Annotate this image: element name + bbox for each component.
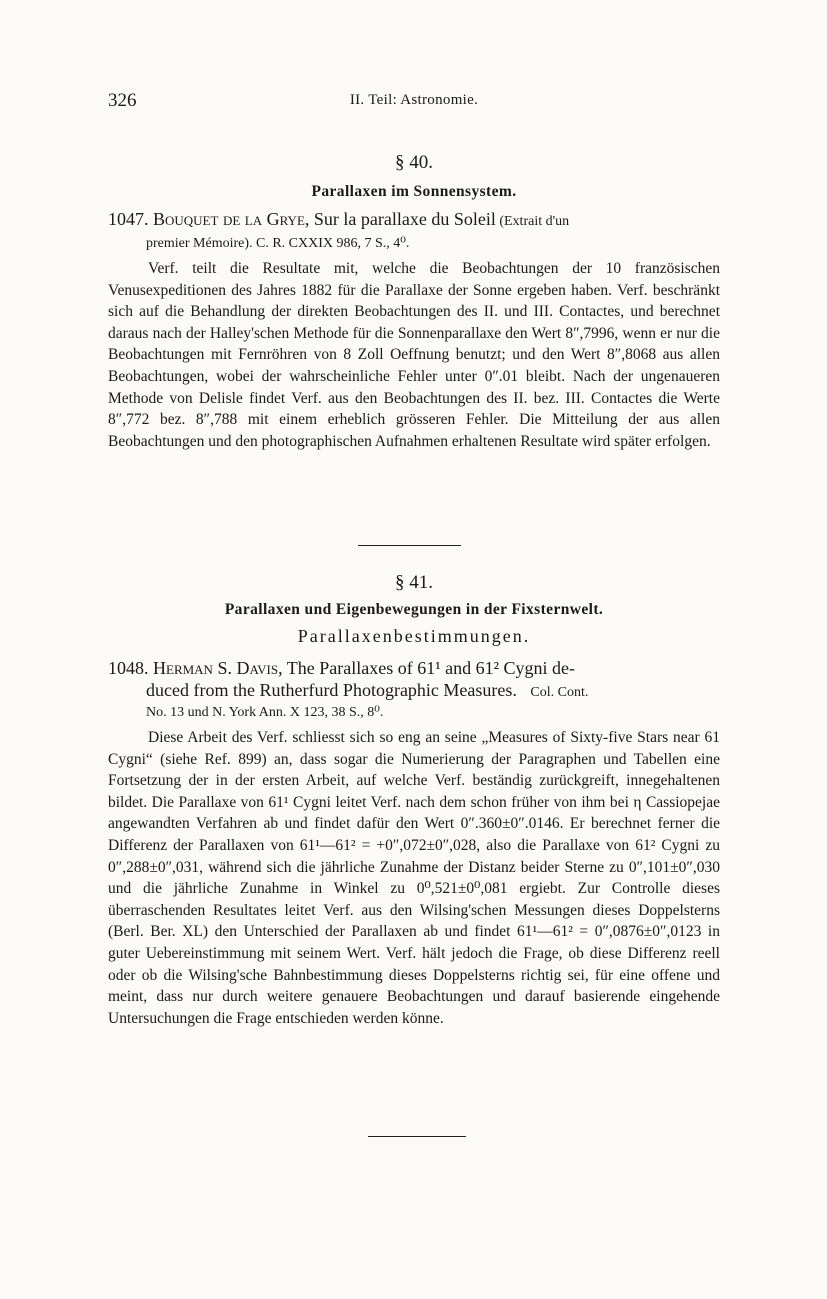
page-header: [108, 90, 720, 116]
entry-1048-body: [108, 727, 720, 1029]
entry-1048-title-line2: duced from the Rutherfurd Photographic Measures.: [146, 680, 517, 700]
entry-1047-author: Bouquet de la Grye: [153, 209, 305, 229]
section-40-title: Parallaxen im Sonnensystem.: [311, 183, 517, 200]
entry-1047-text: Verf. teilt die Resultate mit, welche die Beobachtungen der 10 französischen Venusexpeditionen des Jahres 1882 für die Parallaxe der Sonne ergeben haben. Verf. beschränkt sich auf die Behandlung der direkten Beobachtungen des II. und III. Contactes, und berechnet daraus nach der Halley'schen Methode für die Sonnenparallaxe den Wert 8″,7996, wenn er nur die Beobachtungen mit Fernröhren von 8 Zoll Oeffnung benutzt; und den Wert 8″,8068 aus allen Beobachtungen, wobei der wahrscheinliche Fehler unter 0″.01 bleibt. Nach der ungenaueren Methode von Delisle findet Verf. aus den Beobachtungen des II. bez. III. Contactes die Werte 8″,772 bez. 8″,788 mit einem erheblich grösseren Fehler. Die Mitteilung der aus allen Beobachtungen und den photographischen Aufnahmen erhaltenen Resultate wird später erfolgen.: [108, 260, 720, 450]
entry-1048-heading: [108, 657, 720, 722]
entry-1048-citation: No. 13 und N. York Ann. X 123, 38 S., 8⁰.: [146, 705, 384, 720]
entry-1047-title: , Sur la parallaxe du Soleil: [304, 209, 496, 229]
entry-1048-number: 1048.: [108, 658, 149, 678]
section-divider: [358, 545, 461, 546]
entry-1048-title-cont: [108, 679, 720, 704]
section-41-subtitle: Parallaxenbestimmungen.: [297, 626, 531, 646]
entry-1047-citation: premier Mémoire). C. R. CXXIX 986, 7 S., 4⁰.: [146, 236, 410, 251]
section-41-title: Parallaxen und Eigenbewegungen in der Fixsternwelt.: [224, 601, 604, 618]
end-divider: [368, 1136, 466, 1137]
entry-1047-body: [108, 258, 720, 452]
entry-1048-author: Herman S. Davis: [153, 658, 279, 678]
entry-1047-note: (Extrait d'un: [495, 214, 570, 229]
entry-1047-number: 1047.: [108, 209, 149, 229]
section-40-number: § 40.: [395, 152, 433, 173]
page-number: 326: [108, 90, 137, 111]
running-head: II. Teil: Astronomie.: [349, 92, 479, 108]
section-41-number: § 41.: [395, 572, 433, 593]
entry-1047-heading: [108, 208, 720, 255]
entry-1048-text: Diese Arbeit des Verf. schliesst sich so eng an seine „Measures of Sixty-five Stars near 61 Cygni“ (siehe Ref. 899) an, dass sogar die Numerierung der Paragraphen und Tabellen eine Fortsetzung der in der ersten Arbeit, auf welche Verf. beständig zurückgreift, innegehaltenen bildet. Die Parallaxe von 61¹ Cygni leitet Verf. nach dem schon früher von ihm bei η Cassiopejae angewandten Verfahren ab und findet dafür den Wert 0″.360±0″.0146. Er berechnet ferner die Differenz der Parallaxen von 61¹—61² = +0″,072±0″,028, also die Parallaxe von 61² Cygni zu 0″,288±0″,031, während sich die jährliche Zunahme der Distanz beider Sterne zu 0″,101±0″,030 und die jährliche Zunahme in Winkel zu 0⁰,521±0⁰,081 ergiebt. Zur Controlle dieses überraschenden Resultates leitet Verf. aus den Wilsing'schen Messungen dieses Doppelsterns (Berl. Ber. XL) den Unterschied der Parallaxen ab und findet 61¹—61² = 0″,0876±0″,0123 in guter Uebereinstimmung mit seinem Wert. Verf. hält jedoch die Frage, ob diese Differenz reell oder ob die Wilsing'sche Bahnbestimmung dieses Doppelsterns richtig sei, für eine offene und meint, dass nur durch weitere genauere Beobachtungen und darauf basierende eingehende Untersuchungen die Frage entschieden werden könne.: [108, 729, 720, 1027]
entry-1048-title: , The Parallaxes of 61¹ and 61² Cygni de-: [278, 658, 576, 678]
entry-1048-ref: Col. Cont.: [530, 685, 589, 700]
